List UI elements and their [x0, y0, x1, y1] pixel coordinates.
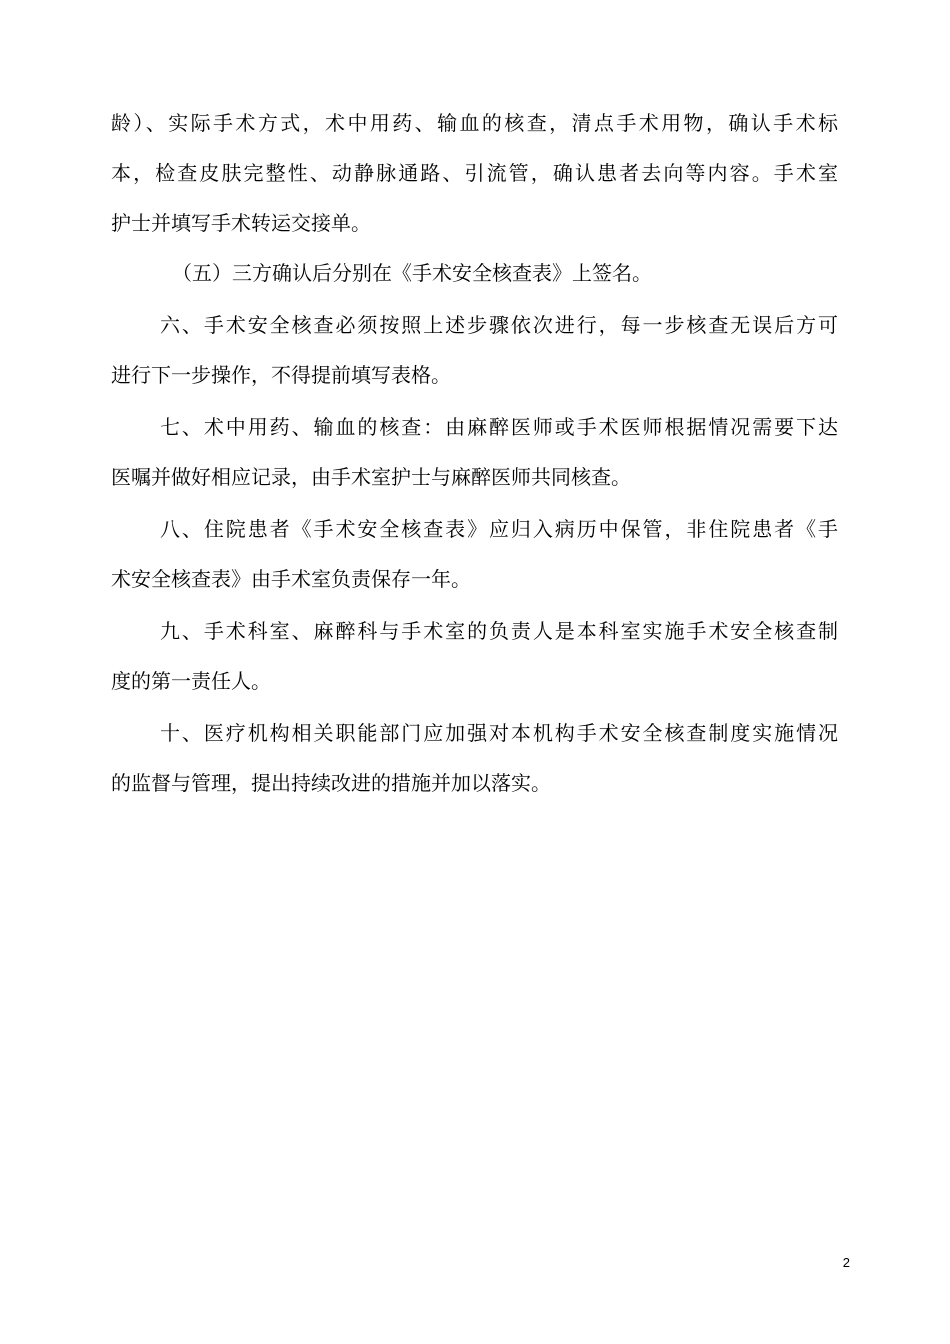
section-5-line: （五）三方确认后分别在《手术安全核查表》上签名。: [172, 261, 652, 285]
item-9-line: 九、手术科室、麻醉科与手术室的负责人是本科室实施手术安全核查制: [160, 619, 838, 643]
page-number: 2: [842, 1255, 850, 1270]
item-7-line: 七、术中用药、输血的核查：由麻醉医师或手术医师根据情况需要下达: [160, 415, 838, 439]
item-6-line: 进行下一步操作，不得提前填写表格。: [111, 363, 451, 387]
paragraph-line: 护士并填写手术转运交接单。: [111, 211, 371, 235]
item-8-line: 术安全核查表》由手术室负责保存一年。: [111, 567, 471, 591]
item-9-line: 度的第一责任人。: [111, 669, 271, 693]
item-7-line: 医嘱并做好相应记录，由手术室护士与麻醉医师共同核查。: [111, 465, 631, 489]
item-8-line: 八、住院患者《手术安全核查表》应归入病历中保管，非住院患者《手: [160, 517, 838, 541]
paragraph-line: 龄）、实际手术方式，术中用药、输血的核查，清点手术用物，确认手术标: [111, 111, 838, 135]
item-10-line: 十、医疗机构相关职能部门应加强对本机构手术安全核查制度实施情况: [160, 721, 838, 745]
paragraph-line: 本，检查皮肤完整性、动静脉通路、引流管，确认患者去向等内容。手术室: [111, 161, 838, 185]
item-10-line: 的监督与管理，提出持续改进的措施并加以落实。: [111, 771, 551, 795]
item-6-line: 六、手术安全核查必须按照上述步骤依次进行，每一步核查无误后方可: [160, 313, 838, 337]
